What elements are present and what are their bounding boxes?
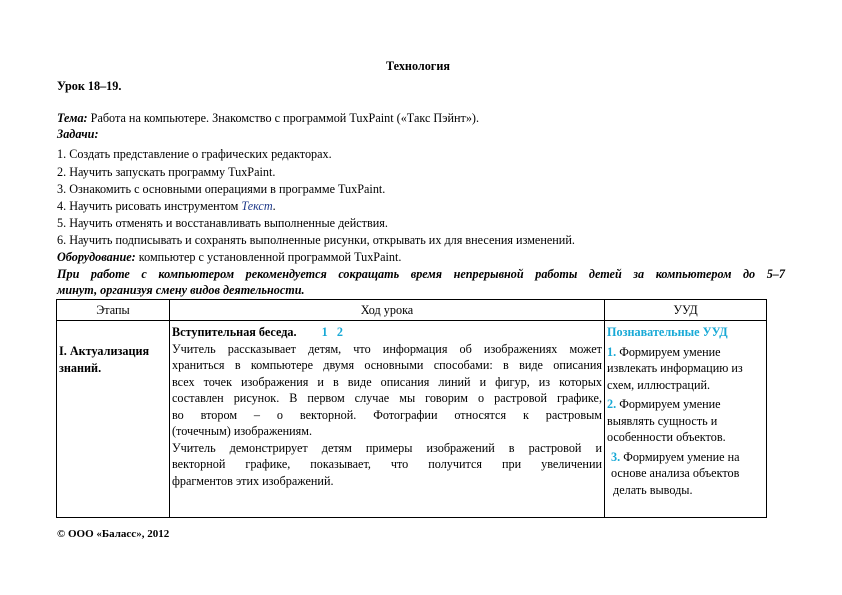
header-course: Ход урока xyxy=(170,300,605,321)
course-line-6: (точечным) изображениям. xyxy=(172,424,313,438)
task-4 xyxy=(57,198,276,214)
course-line-5: во втором – о векторной. Фотографии относятся к растровым xyxy=(172,407,602,422)
stage-cell xyxy=(57,321,170,518)
task-6: 6. Научить подписывать и сохранять выполненные рисунки, открывать их для внесения изменений. xyxy=(57,233,575,247)
uud-item-2 xyxy=(607,396,764,446)
task-1: 1. Создать представление о графических редакторах. xyxy=(57,147,332,161)
uud-item-2-l1: Формируем умение xyxy=(616,397,721,411)
lesson-number: Урок 18–19. xyxy=(57,79,122,93)
table-row xyxy=(57,321,767,518)
uud-item-3-l2: основе анализа объектов xyxy=(611,466,740,480)
uud-item-1-num: 1. xyxy=(607,344,617,359)
header-stages: Этапы xyxy=(57,300,170,321)
uud-title: Познавательные УУД xyxy=(607,325,728,339)
task-4-end: . xyxy=(272,199,276,213)
note-line-1: При работе с компьютером рекомендуется сокращать время непрерывной работы детей за компьютером до 5–7 xyxy=(57,267,785,281)
uud-item-3-l1: Формируем умение на xyxy=(620,449,740,464)
equipment-label: Оборудование: xyxy=(57,250,136,264)
course-line-2: храниться в компьютере двумя основными способами: в виде описания xyxy=(172,358,602,372)
course-marks: 1 2 xyxy=(321,325,343,339)
topic-label: Тема: xyxy=(57,111,88,125)
equipment-text: компьютер с установленной программой TuxPaint. xyxy=(135,250,402,264)
uud-item-1 xyxy=(607,344,764,394)
equipment-line xyxy=(57,249,401,265)
course-line-9: фрагментов этих изображений. xyxy=(172,473,334,488)
note-line-2: минут, организуя смену видов деятельности. xyxy=(57,283,305,297)
task-5: 5. Научить отменять и восстанавливать выполненные действия. xyxy=(57,216,388,230)
stage-title xyxy=(59,343,167,377)
uud-item-2-l2: выявлять сущность и xyxy=(607,413,718,428)
course-line-1: Учитель рассказывает детям, что информация об изображениях может xyxy=(172,341,602,356)
document-subject: Технология xyxy=(386,59,450,73)
course-line-3: всех точек изображения и в виде описания линий и фигур, из которых xyxy=(172,374,602,389)
course-line-7: Учитель демонстрирует детям примеры изображений в растровой и xyxy=(172,440,602,455)
uud-item-3 xyxy=(607,449,764,499)
header-uud: УУД xyxy=(605,300,767,321)
stage-line-1: I. Актуализация xyxy=(59,344,150,358)
tasks-label: Задачи: xyxy=(57,127,99,141)
lesson-table xyxy=(56,299,767,518)
task-3: 3. Ознакомить с основными операциями в программе TuxPaint. xyxy=(57,182,386,196)
uud-item-3-l3: делать выводы. xyxy=(613,482,693,497)
topic-text: Работа на компьютере. Знакомство с программой TuxPaint («Такс Пэйнт»). xyxy=(87,111,480,125)
uud-item-1-l3: схем, иллюстраций. xyxy=(607,377,711,392)
task-2: 2. Научить запускать программу TuxPaint. xyxy=(57,165,276,179)
table-header-row xyxy=(57,300,767,321)
course-cell xyxy=(170,321,605,518)
uud-item-1-l1: Формируем умение xyxy=(616,344,721,359)
course-heading xyxy=(172,324,602,341)
course-title: Вступительная беседа. xyxy=(172,325,297,339)
course-line-8: векторной графике, показывает, что получится при увеличении xyxy=(172,457,602,471)
task-4-tool-link[interactable]: Текст xyxy=(241,199,273,213)
uud-item-3-num: 3. xyxy=(611,449,621,464)
uud-item-1-l2: извлекать информацию из xyxy=(607,361,743,375)
uud-item-2-l3: особенности объектов. xyxy=(607,430,726,444)
uud-item-2-num: 2. xyxy=(607,397,617,411)
stage-line-2: знаний. xyxy=(59,361,102,375)
course-line-4: составлен рисунок. В первом случае мы говорим о растровой графике, xyxy=(172,391,602,405)
footer-copyright: © ООО «Баласс», 2012 xyxy=(57,528,170,540)
uud-cell xyxy=(605,321,767,518)
task-4-text: 4. Научить рисовать инструментом xyxy=(57,199,242,213)
topic-line xyxy=(57,110,479,126)
